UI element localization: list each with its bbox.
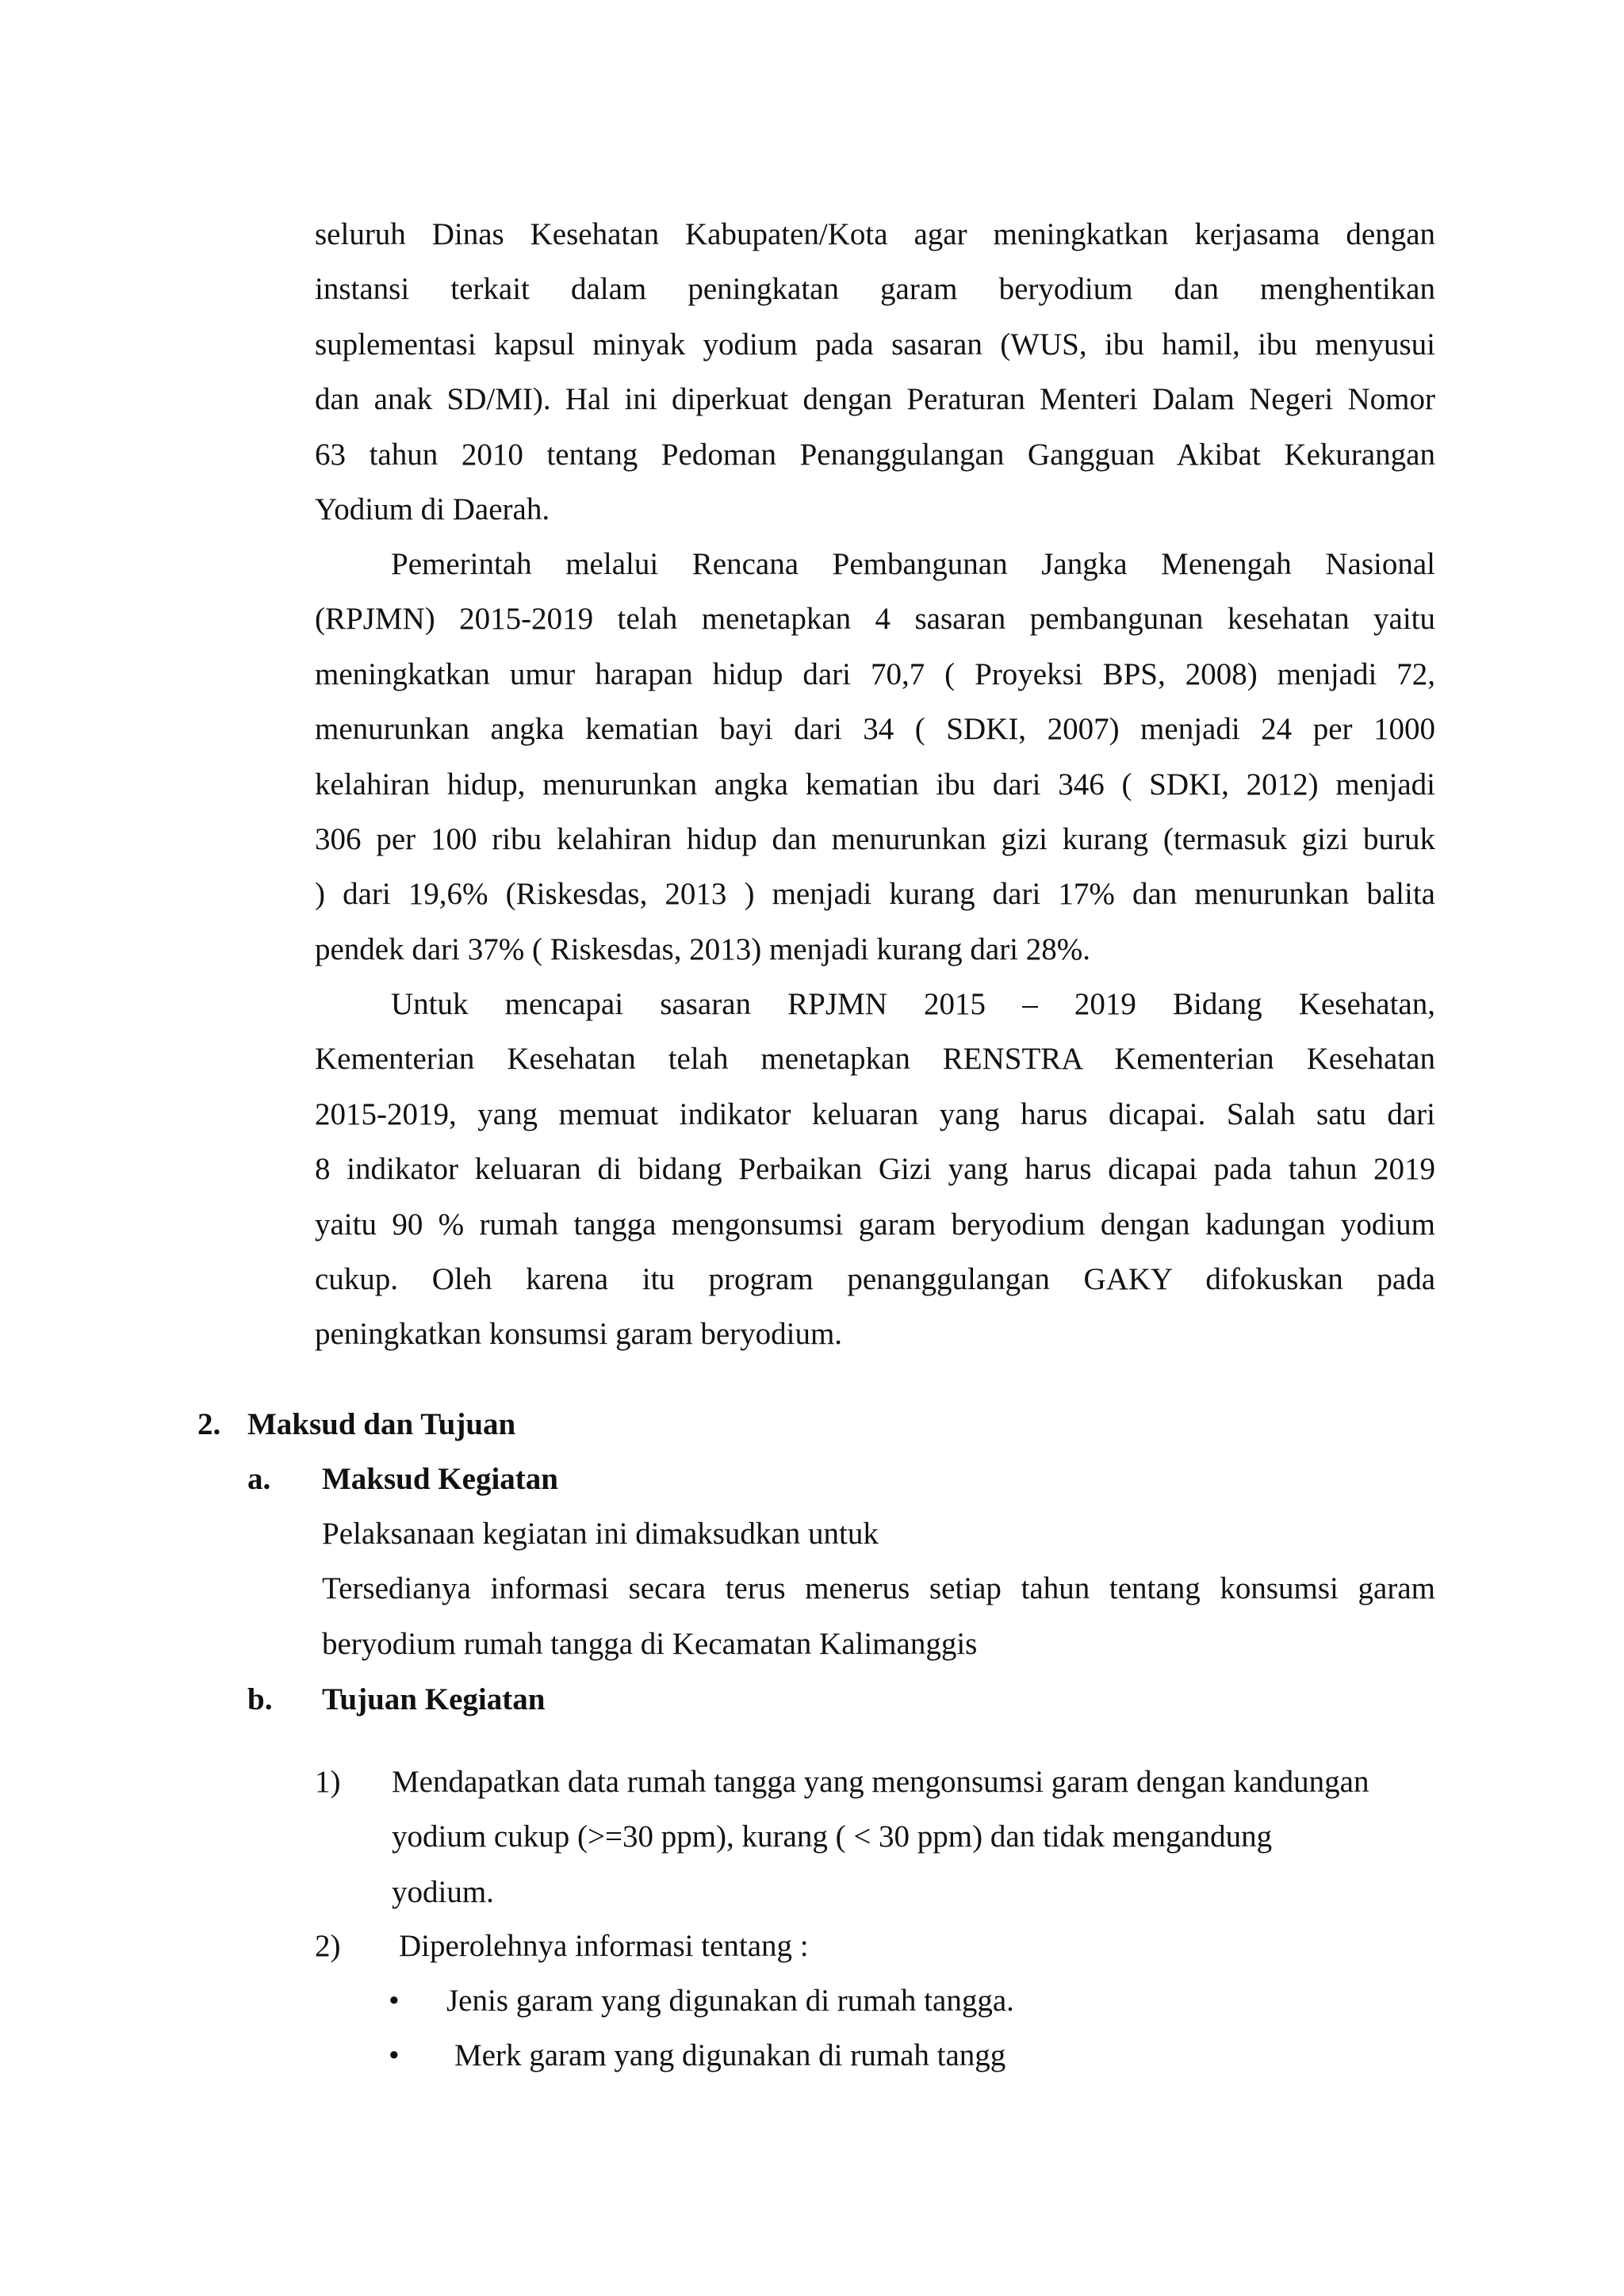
paragraph-line: menurunkan angka kematian bayi dari 34 ( SDKI, 2007) menjadi 24 per 1000 [315, 712, 1435, 747]
subsection-a-body [322, 1506, 1435, 1671]
list-marker: 1) [315, 1765, 341, 1799]
list-item [315, 1919, 1435, 1974]
paragraph-line: (RPJMN) 2015-2019 telah menetapkan 4 sasaran pembangunan kesehatan yaitu [315, 602, 1435, 637]
paragraph-2 [315, 537, 1435, 977]
paragraph-line: ) dari 19,6% (Riskesdas, 2013 ) menjadi kurang dari 17% dan menurunkan balita [315, 877, 1435, 912]
paragraph-3 [315, 977, 1435, 1362]
subsection-a-heading [247, 1452, 558, 1506]
paragraph-line: 63 tahun 2010 tentang Pedoman Penanggulangan Gangguan Akibat Kekurangan [315, 437, 1435, 472]
paragraph-1 [315, 207, 1435, 537]
paragraph-line: Yodium di Daerah. [315, 492, 550, 527]
subsection-a-marker: a. [247, 1462, 271, 1496]
paragraph-line: meningkatkan umur harapan hidup dari 70,7 ( Proyeksi BPS, 2008) menjadi 72, [315, 656, 1435, 691]
paragraph-line: suplementasi kapsul minyak yodium pada sasaran (WUS, ibu hamil, ibu menyusui [315, 327, 1435, 362]
list-item [315, 1755, 1435, 1919]
paragraph-line: Untuk mencapai sasaran RPJMN 2015 – 2019 Bidang Kesehatan, [391, 987, 1435, 1021]
paragraph-line: Kementerian Kesehatan telah menetapkan RENSTRA Kementerian Kesehatan [315, 1042, 1435, 1077]
subsection-b-heading [247, 1672, 545, 1727]
paragraph-line: yaitu 90 % rumah tangga mengonsumsi garam beryodium dengan kadungan yodium [315, 1207, 1435, 1242]
paragraph-line: 306 per 100 ribu kelahiran hidup dan menurunkan gizi kurang (termasuk gizi buruk [315, 822, 1435, 857]
paragraph-line: 8 indikator keluaran di bidang Perbaikan Gizi yang harus dicapai pada tahun 2019 [315, 1152, 1435, 1187]
list-item-content [392, 1755, 1431, 1919]
list-item-text: Diperolehnya informasi tentang : [399, 1929, 809, 1963]
list-item-line: yodium. [392, 1874, 494, 1909]
paragraph-line: kelahiran hidup, menurunkan angka kematian ibu dari 346 ( SDKI, 2012) menjadi [315, 767, 1435, 802]
subsection-b-marker: b. [247, 1682, 273, 1716]
paragraph-line: Tersedianya informasi secara terus menerus setiap tahun tentang konsumsi garam [322, 1571, 1435, 1606]
section-heading [197, 1397, 515, 1452]
paragraph-line: beryodium rumah tangga di Kecamatan Kalimanggis [322, 1626, 978, 1661]
paragraph-line: instansi terkait dalam peningkatan garam beryodium dan menghentikan [315, 272, 1435, 307]
paragraph-line: peningkatkan konsumsi garam beryodium. [315, 1317, 843, 1352]
bullet-text: Merk garam yang digunakan di rumah tangg [454, 2038, 1006, 2072]
section-title: Maksud dan Tujuan [247, 1407, 516, 1441]
paragraph-line: dan anak SD/MI). Hal ini diperkuat dengan Peraturan Menteri Dalam Negeri Nomor [315, 382, 1435, 417]
paragraph-line: cukup. Oleh karena itu program penanggulangan GAKY difokuskan pada [315, 1262, 1435, 1297]
bullet-icon: • [389, 2038, 400, 2072]
paragraph-line: Pelaksanaan kegiatan ini dimaksudkan untuk [322, 1517, 879, 1551]
subsection-b-title: Tujuan Kegiatan [322, 1682, 546, 1716]
list-item-line: yodium cukup (>=30 ppm), kurang ( < 30 ppm) dan tidak mengandung [392, 1820, 1273, 1854]
bullet-icon: • [389, 1984, 400, 2018]
list-item-line: Mendapatkan data rumah tangga yang mengonsumsi garam dengan kandungan [392, 1765, 1369, 1799]
section-number: 2. [197, 1407, 221, 1441]
paragraph-line: seluruh Dinas Kesehatan Kabupaten/Kota agar meningkatkan kerjasama dengan [315, 217, 1435, 251]
list-marker: 2) [315, 1929, 341, 1963]
paragraph-line: pendek dari 37% ( Riskesdas, 2013) menjadi kurang dari 28%. [315, 932, 1091, 966]
subsection-a-title: Maksud Kegiatan [322, 1462, 558, 1496]
paragraph-line: 2015-2019, yang memuat indikator keluaran yang harus dicapai. Salah satu dari [315, 1096, 1435, 1131]
paragraph-line: Pemerintah melalui Rencana Pembangunan Jangka Menengah Nasional [391, 547, 1435, 581]
bullet-text: Jenis garam yang digunakan di rumah tangga. [446, 1984, 1014, 2018]
